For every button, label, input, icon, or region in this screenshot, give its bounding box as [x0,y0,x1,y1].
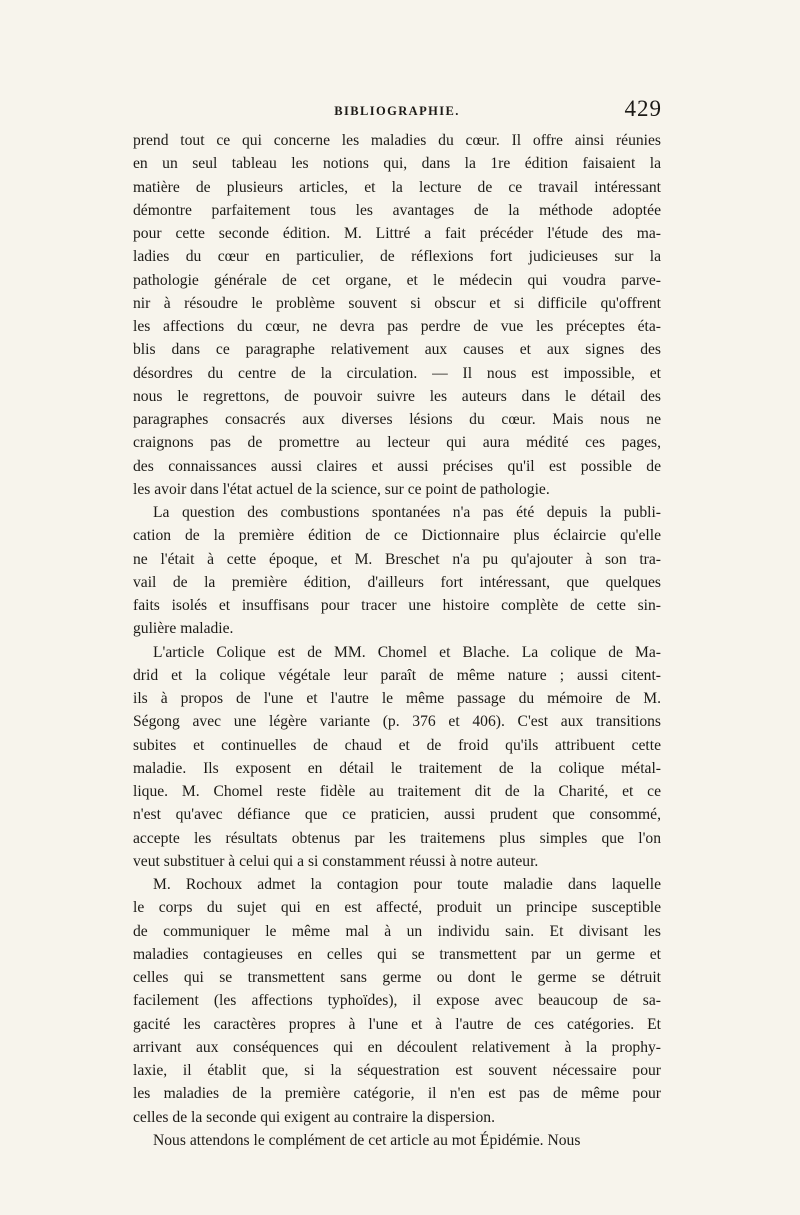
text-line: gulière maladie. [133,620,234,638]
text-line: faits isolés et insuffisans pour tracer une histoire complète de cette sin- [133,597,661,614]
text-line: lique. M. Chomel reste fidèle au traitement dit de la Charité, et ce [133,783,661,800]
body-text [133,129,661,1152]
text-line: les maladies de la première catégorie, il n'en est pas de même pour [133,1085,661,1103]
text-line: arrivant aux conséquences qui en découlent relativement à la prophy- [133,1038,661,1056]
text-line: maladies contagieuses en celles qui se transmettent par un germe et [133,945,661,963]
paragraph [133,873,661,1129]
text-line: les avoir dans l'état actuel de la science, sur ce point de pathologie. [133,480,550,498]
text-line: le corps du sujet qui en est affecté, produit un principe susceptible [133,899,661,917]
text-line: ils à propos de l'une et l'autre le même passage du mémoire de M. [133,690,661,707]
text-line: les affections du cœur, ne devra pas perdre de vue les préceptes éta- [133,318,661,335]
text-line: cation de la première édition de ce Dictionnaire plus éclaircie qu'elle [133,527,661,545]
text-line: facilement (les affections typhoïdes), il expose avec beaucoup de sa- [133,992,661,1010]
page-number: 429 [624,96,662,121]
text-line: matière de plusieurs articles, et la lecture de ce travail intéressant [133,178,661,196]
text-line: craignons pas de promettre au lecteur qui aura médité ces pages, [133,434,661,452]
text-line: La question des combustions spontanées n'a pas été depuis la publi- [153,504,661,521]
text-line: pathologie générale de cet organe, et le médecin qui voudra parve- [133,271,661,289]
paragraph [133,641,661,874]
text-line: veut substituer à celui qui a si constamment réussi à notre auteur. [133,852,539,870]
text-line: nir à résoudre le problème souvent si obscur et si difficile qu'offrent [133,294,661,312]
text-line: M. Rochoux admet la contagion pour toute maladie dans laquelle [153,876,661,893]
text-line: pour cette seconde édition. M. Littré a fait précéder l'étude des ma- [133,225,661,242]
text-line: subites et continuelles de chaud et de froid qu'ils attribuent cette [133,736,661,754]
text-line: L'article Colique est de MM. Chomel et Blache. La colique de Ma- [153,643,661,661]
text-line: ne l'était à cette époque, et M. Breschet n'a pu qu'ajouter à son tra- [133,550,661,568]
text-line: accepte les résultats obtenus par les traitemens plus simples que l'on [133,829,661,847]
text-line: nous le regrettons, de pouvoir suivre les auteurs dans le détail des [133,387,661,405]
paragraph [133,129,661,501]
page-header [132,96,662,126]
text-line: blis dans ce paragraphe relativement aux causes et aux signes des [133,341,661,359]
text-line: n'est qu'avec défiance que ce praticien, aussi prudent que consommé, [133,806,661,824]
text-line: désordres du centre de la circulation. — Il nous est impossible, et [133,364,661,382]
text-line: Nous attendons le complément de cet article au mot Épidémie. Nous [153,1131,581,1149]
text-line: des connaissances aussi claires et aussi précises qu'il est possible de [133,457,661,475]
text-line: démontre parfaitement tous les avantages de la méthode adoptée [133,201,661,219]
text-line: laxie, il établit que, si la séquestration est souvent nécessaire pour [133,1062,661,1079]
text-line: drid et la colique végétale leur paraît de même nature ; aussi citent- [133,666,661,684]
paragraph [133,501,661,641]
running-title: BIBLIOGRAPHIE. [334,104,460,118]
paragraph [133,1129,661,1152]
text-line: gacité les caractères propres à l'une et à l'autre de ces catégories. Et [133,1015,661,1033]
text-line: prend tout ce qui concerne les maladies du cœur. Il offre ainsi réunies [133,132,661,149]
text-line: vail de la première édition, d'ailleurs fort intéressant, que quelques [133,573,661,591]
text-line: maladie. Ils exposent en détail le traitement de la colique métal- [133,759,661,777]
text-line: celles de la seconde qui exigent au contraire la dispersion. [133,1108,495,1126]
text-line: de communiquer le même mal à un individu sain. Et divisant les [133,922,661,940]
text-line: ladies du cœur en particulier, de réflexions fort judicieuses sur la [133,248,661,266]
text-line: paragraphes consacrés aux diverses lésions du cœur. Mais nous ne [133,411,661,428]
text-line: celles qui se transmettent sans germe ou dont le germe se détruit [133,969,661,986]
text-line: Ségong avec une légère variante (p. 376 et 406). C'est aux transitions [133,713,661,731]
text-line: en un seul tableau les notions qui, dans la 1re édition faisaient la [133,155,661,173]
